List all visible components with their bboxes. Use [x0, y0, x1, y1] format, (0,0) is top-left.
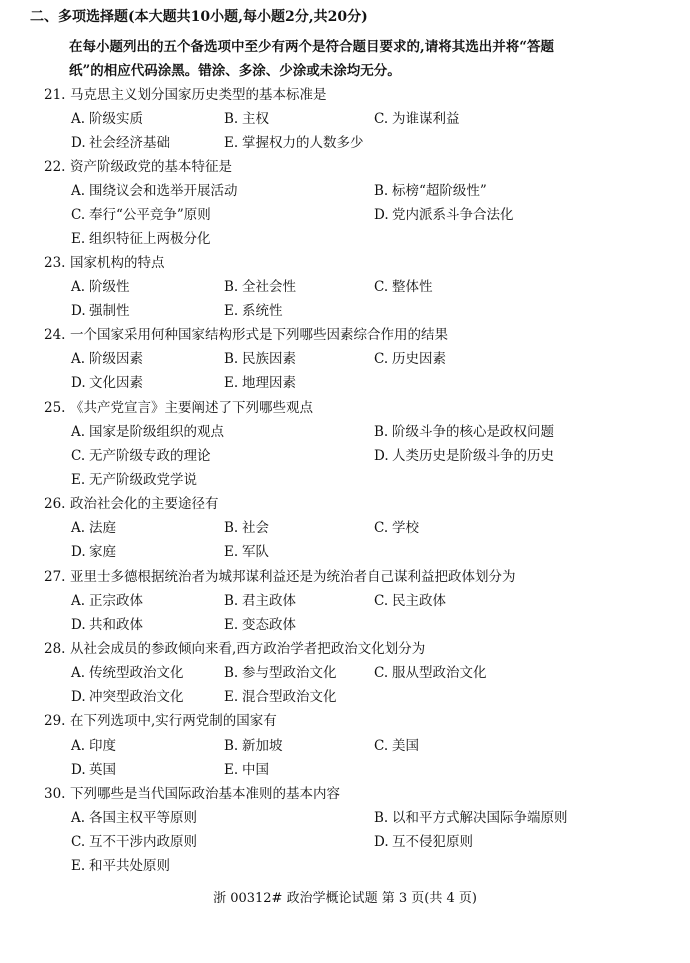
- option-a[interactable]: A. 传统型政治文化: [71, 665, 184, 681]
- option-a[interactable]: A. 阶级因素: [71, 351, 143, 367]
- question-text: 在下列选项中,实行两党制的国家有: [70, 713, 277, 729]
- option-e[interactable]: E. 地理因素: [224, 375, 296, 391]
- question-text: 资产阶级政党的基本特征是: [70, 159, 232, 175]
- question-number: 27.: [44, 569, 66, 585]
- option-d[interactable]: D. 文化因素: [71, 375, 143, 391]
- option-a[interactable]: A. 各国主权平等原则: [71, 810, 197, 826]
- section-instructions-line-2: 纸”的相应代码涂黑。错涂、多涂、少涂或未涂均无分。: [69, 63, 401, 79]
- option-c[interactable]: C. 民主政体: [374, 593, 446, 609]
- option-d[interactable]: D. 社会经济基础: [71, 135, 170, 151]
- question-text: 亚里士多德根据统治者为城邦谋利益还是为统治者自己谋利益把政体划分为: [70, 569, 516, 585]
- option-c[interactable]: C. 学校: [374, 520, 419, 536]
- option-e[interactable]: E. 变态政体: [224, 617, 296, 633]
- option-b[interactable]: B. 参与型政治文化: [224, 665, 337, 681]
- option-c[interactable]: C. 历史因素: [374, 351, 446, 367]
- option-a[interactable]: A. 国家是阶级组织的观点: [71, 424, 224, 440]
- question-text: 从社会成员的参政倾向来看,西方政治学者把政治文化划分为: [70, 641, 426, 657]
- question-stem: [44, 323, 448, 343]
- question-number: 23.: [44, 255, 66, 271]
- question-stem: [44, 782, 340, 802]
- option-b[interactable]: B. 新加坡: [224, 738, 283, 754]
- option-b[interactable]: B. 标榜“超阶级性”: [374, 183, 487, 199]
- question-stem: [44, 637, 425, 657]
- question-number: 25.: [44, 400, 66, 416]
- question-stem: [44, 251, 165, 271]
- option-b[interactable]: B. 民族因素: [224, 351, 296, 367]
- question-number: 29.: [44, 713, 66, 729]
- question-number: 30.: [44, 786, 66, 802]
- option-b[interactable]: B. 全社会性: [224, 279, 296, 295]
- option-c[interactable]: C. 整体性: [374, 279, 433, 295]
- question-number: 24.: [44, 327, 66, 343]
- option-c[interactable]: C. 互不干涉内政原则: [71, 834, 197, 850]
- question-stem: [44, 492, 219, 512]
- option-c[interactable]: C. 奉行“公平竞争”原则: [71, 207, 211, 223]
- option-a[interactable]: A. 法庭: [71, 520, 116, 536]
- option-a[interactable]: A. 印度: [71, 738, 116, 754]
- option-d[interactable]: D. 家庭: [71, 544, 116, 560]
- option-b[interactable]: B. 主权: [224, 111, 269, 127]
- option-d[interactable]: D. 英国: [71, 762, 116, 778]
- question-text: 一个国家采用何种国家结构形式是下列哪些因素综合作用的结果: [70, 327, 448, 343]
- question-stem: [44, 396, 313, 416]
- question-text: 国家机构的特点: [70, 255, 165, 271]
- option-c[interactable]: C. 无产阶级专政的理论: [71, 448, 211, 464]
- question-number: 21.: [44, 87, 66, 103]
- question-number: 22.: [44, 159, 66, 175]
- question-number: 28.: [44, 641, 66, 657]
- question-text: 下列哪些是当代国际政治基本准则的基本内容: [70, 786, 340, 802]
- question-stem: [44, 565, 516, 585]
- option-b[interactable]: B. 阶级斗争的核心是政权问题: [374, 424, 554, 440]
- option-b[interactable]: B. 以和平方式解决国际争端原则: [374, 810, 568, 826]
- question-stem: [44, 83, 327, 103]
- question-text: 政治社会化的主要途径有: [70, 496, 219, 512]
- option-e[interactable]: E. 混合型政治文化: [224, 689, 337, 705]
- option-b[interactable]: B. 社会: [224, 520, 269, 536]
- option-d[interactable]: D. 互不侵犯原则: [374, 834, 473, 850]
- option-e[interactable]: E. 和平共处原则: [71, 858, 170, 874]
- option-a[interactable]: A. 正宗政体: [71, 593, 143, 609]
- option-e[interactable]: E. 组织特征上两极分化: [71, 231, 211, 247]
- question-number: 26.: [44, 496, 66, 512]
- option-a[interactable]: A. 阶级性: [71, 279, 130, 295]
- option-e[interactable]: E. 军队: [224, 544, 269, 560]
- option-b[interactable]: B. 君主政体: [224, 593, 296, 609]
- option-e[interactable]: E. 掌握权力的人数多少: [224, 135, 364, 151]
- option-d[interactable]: D. 共和政体: [71, 617, 143, 633]
- option-e[interactable]: E. 无产阶级政党学说: [71, 472, 197, 488]
- option-d[interactable]: D. 强制性: [71, 303, 130, 319]
- option-d[interactable]: D. 人类历史是阶级斗争的历史: [374, 448, 554, 464]
- option-a[interactable]: A. 阶级实质: [71, 111, 143, 127]
- question-stem: [44, 155, 232, 175]
- option-c[interactable]: C. 美国: [374, 738, 419, 754]
- page-footer: 浙 00312# 政治学概论试题 第 3 页(共 4 页): [213, 891, 477, 906]
- section-title: 二、多项选择题(本大题共10小题,每小题2分,共20分): [30, 9, 368, 25]
- question-text: 马克思主义划分国家历史类型的基本标准是: [70, 87, 327, 103]
- option-e[interactable]: E. 中国: [224, 762, 269, 778]
- option-d[interactable]: D. 党内派系斗争合法化: [374, 207, 514, 223]
- question-text: 《共产党宣言》主要阐述了下列哪些观点: [70, 400, 313, 416]
- section-instructions-line-1: 在每小题列出的五个备选项中至少有两个是符合题目要求的,请将其选出并将“答题: [69, 39, 554, 55]
- option-c[interactable]: C. 服从型政治文化: [374, 665, 487, 681]
- option-c[interactable]: C. 为谁谋利益: [374, 111, 460, 127]
- option-d[interactable]: D. 冲突型政治文化: [71, 689, 184, 705]
- option-e[interactable]: E. 系统性: [224, 303, 283, 319]
- option-a[interactable]: A. 围绕议会和选举开展活动: [71, 183, 238, 199]
- question-stem: [44, 709, 277, 729]
